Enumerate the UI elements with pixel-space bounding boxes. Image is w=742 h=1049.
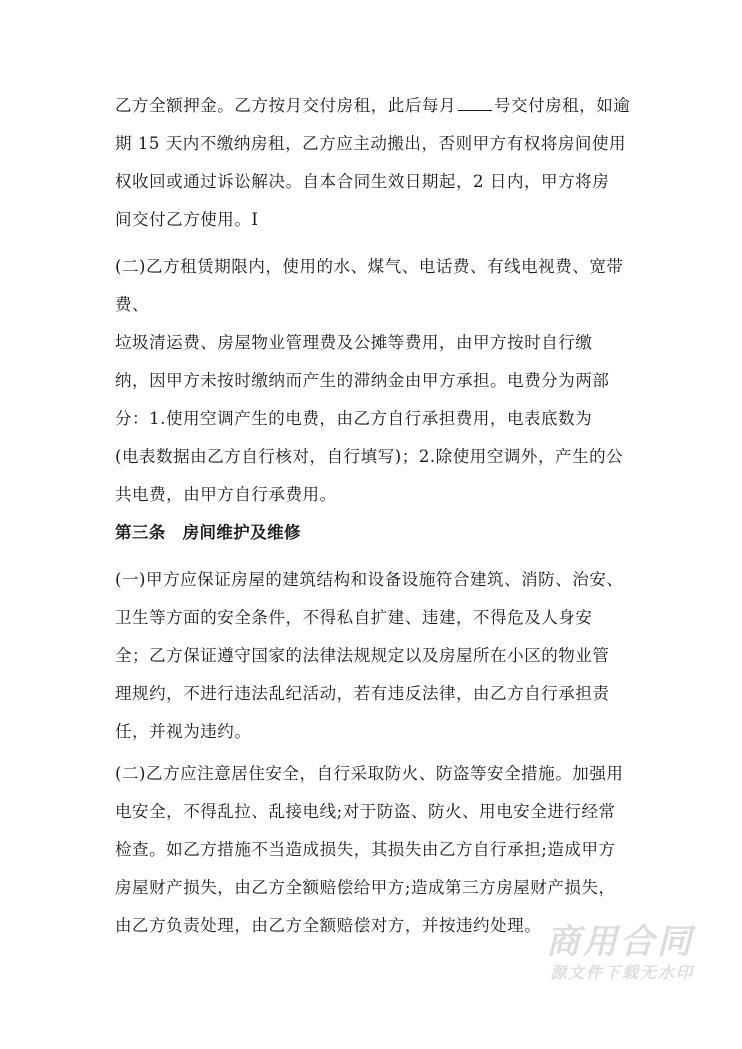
paragraph-line: 全；乙方保证遵守国家的法律法规规定以及房屋所在小区的物业管 [115,646,610,665]
paragraph-line: 间交付乙方使用。I [115,210,259,229]
paragraph-line: 房屋财产损失，由乙方全额赔偿给甲方;造成第三方房屋财产损失， [115,878,616,897]
line-text-end: 号交付房租，如逾 [494,96,631,115]
paragraph-line: 纳，因甲方未按时缴纳而产生的滞纳金由甲方承担。电费分为两部 [115,371,610,390]
paragraph-line: 任，并视为违约。 [115,722,252,741]
paragraph-line: 检查。如乙方措施不当造成损失，其损失由乙方自行承担;造成甲方 [115,840,616,859]
paragraph-line: (电表数据由乙方自行核对，自行填写)；2.除使用空调外，产生的公 [115,447,624,466]
section-heading: 第三条 房间维护及维修 [115,523,301,542]
paragraph-line: 期 15 天内不缴纳房租，乙方应主动搬出，否则甲方有权将房间使用 [115,134,627,153]
paragraph-line: (一)甲方应保证房屋的建筑结构和设备设施符合建筑、消防、治安、 [115,570,624,589]
paragraph-line [115,96,630,116]
paragraph-line: 由乙方负责处理，由乙方全额赔偿对方，并按违约处理。 [115,916,542,935]
paragraph-line: 电安全，不得乱拉、乱接电线;对于防盗、防火、用电安全进行经常 [115,802,616,821]
watermark [546,922,694,984]
fill-in-blank [458,96,492,111]
paragraph-line: 理规约，不进行违法乱纪活动，若有违反法律，由乙方自行承担责 [115,684,610,703]
line-text-start: 乙方全额押金。乙方按月交付房租，此后每月 [115,96,456,115]
paragraph-line: 费、 [115,295,150,314]
paragraph-line: (二)乙方租赁期限内，使用的水、煤气、电话费、有线电视费、宽带 [115,257,624,276]
paragraph-line: 共电费，由甲方自行承费用。 [115,485,337,504]
paragraph-line: 分：1.使用空调产生的电费，由乙方自行承担费用，电表底数为 [115,409,593,428]
paragraph-line: 卫生等方面的安全条件，不得私自扩建、违建，不得危及人身安 [115,608,593,627]
paragraph-line: (二)乙方应注意居住安全，自行采取防火、防盗等安全措施。加强用 [115,764,624,783]
watermark-subtitle: 源文件下载无水印 [549,963,694,982]
watermark-title: 商用合同 [546,922,694,962]
paragraph-line: 权收回或通过诉讼解决。自本合同生效日期起，2 日内，甲方将房 [115,172,610,191]
paragraph-line: 垃圾清运费、房屋物业管理费及公摊等费用，由甲方按时自行缴 [115,333,593,352]
